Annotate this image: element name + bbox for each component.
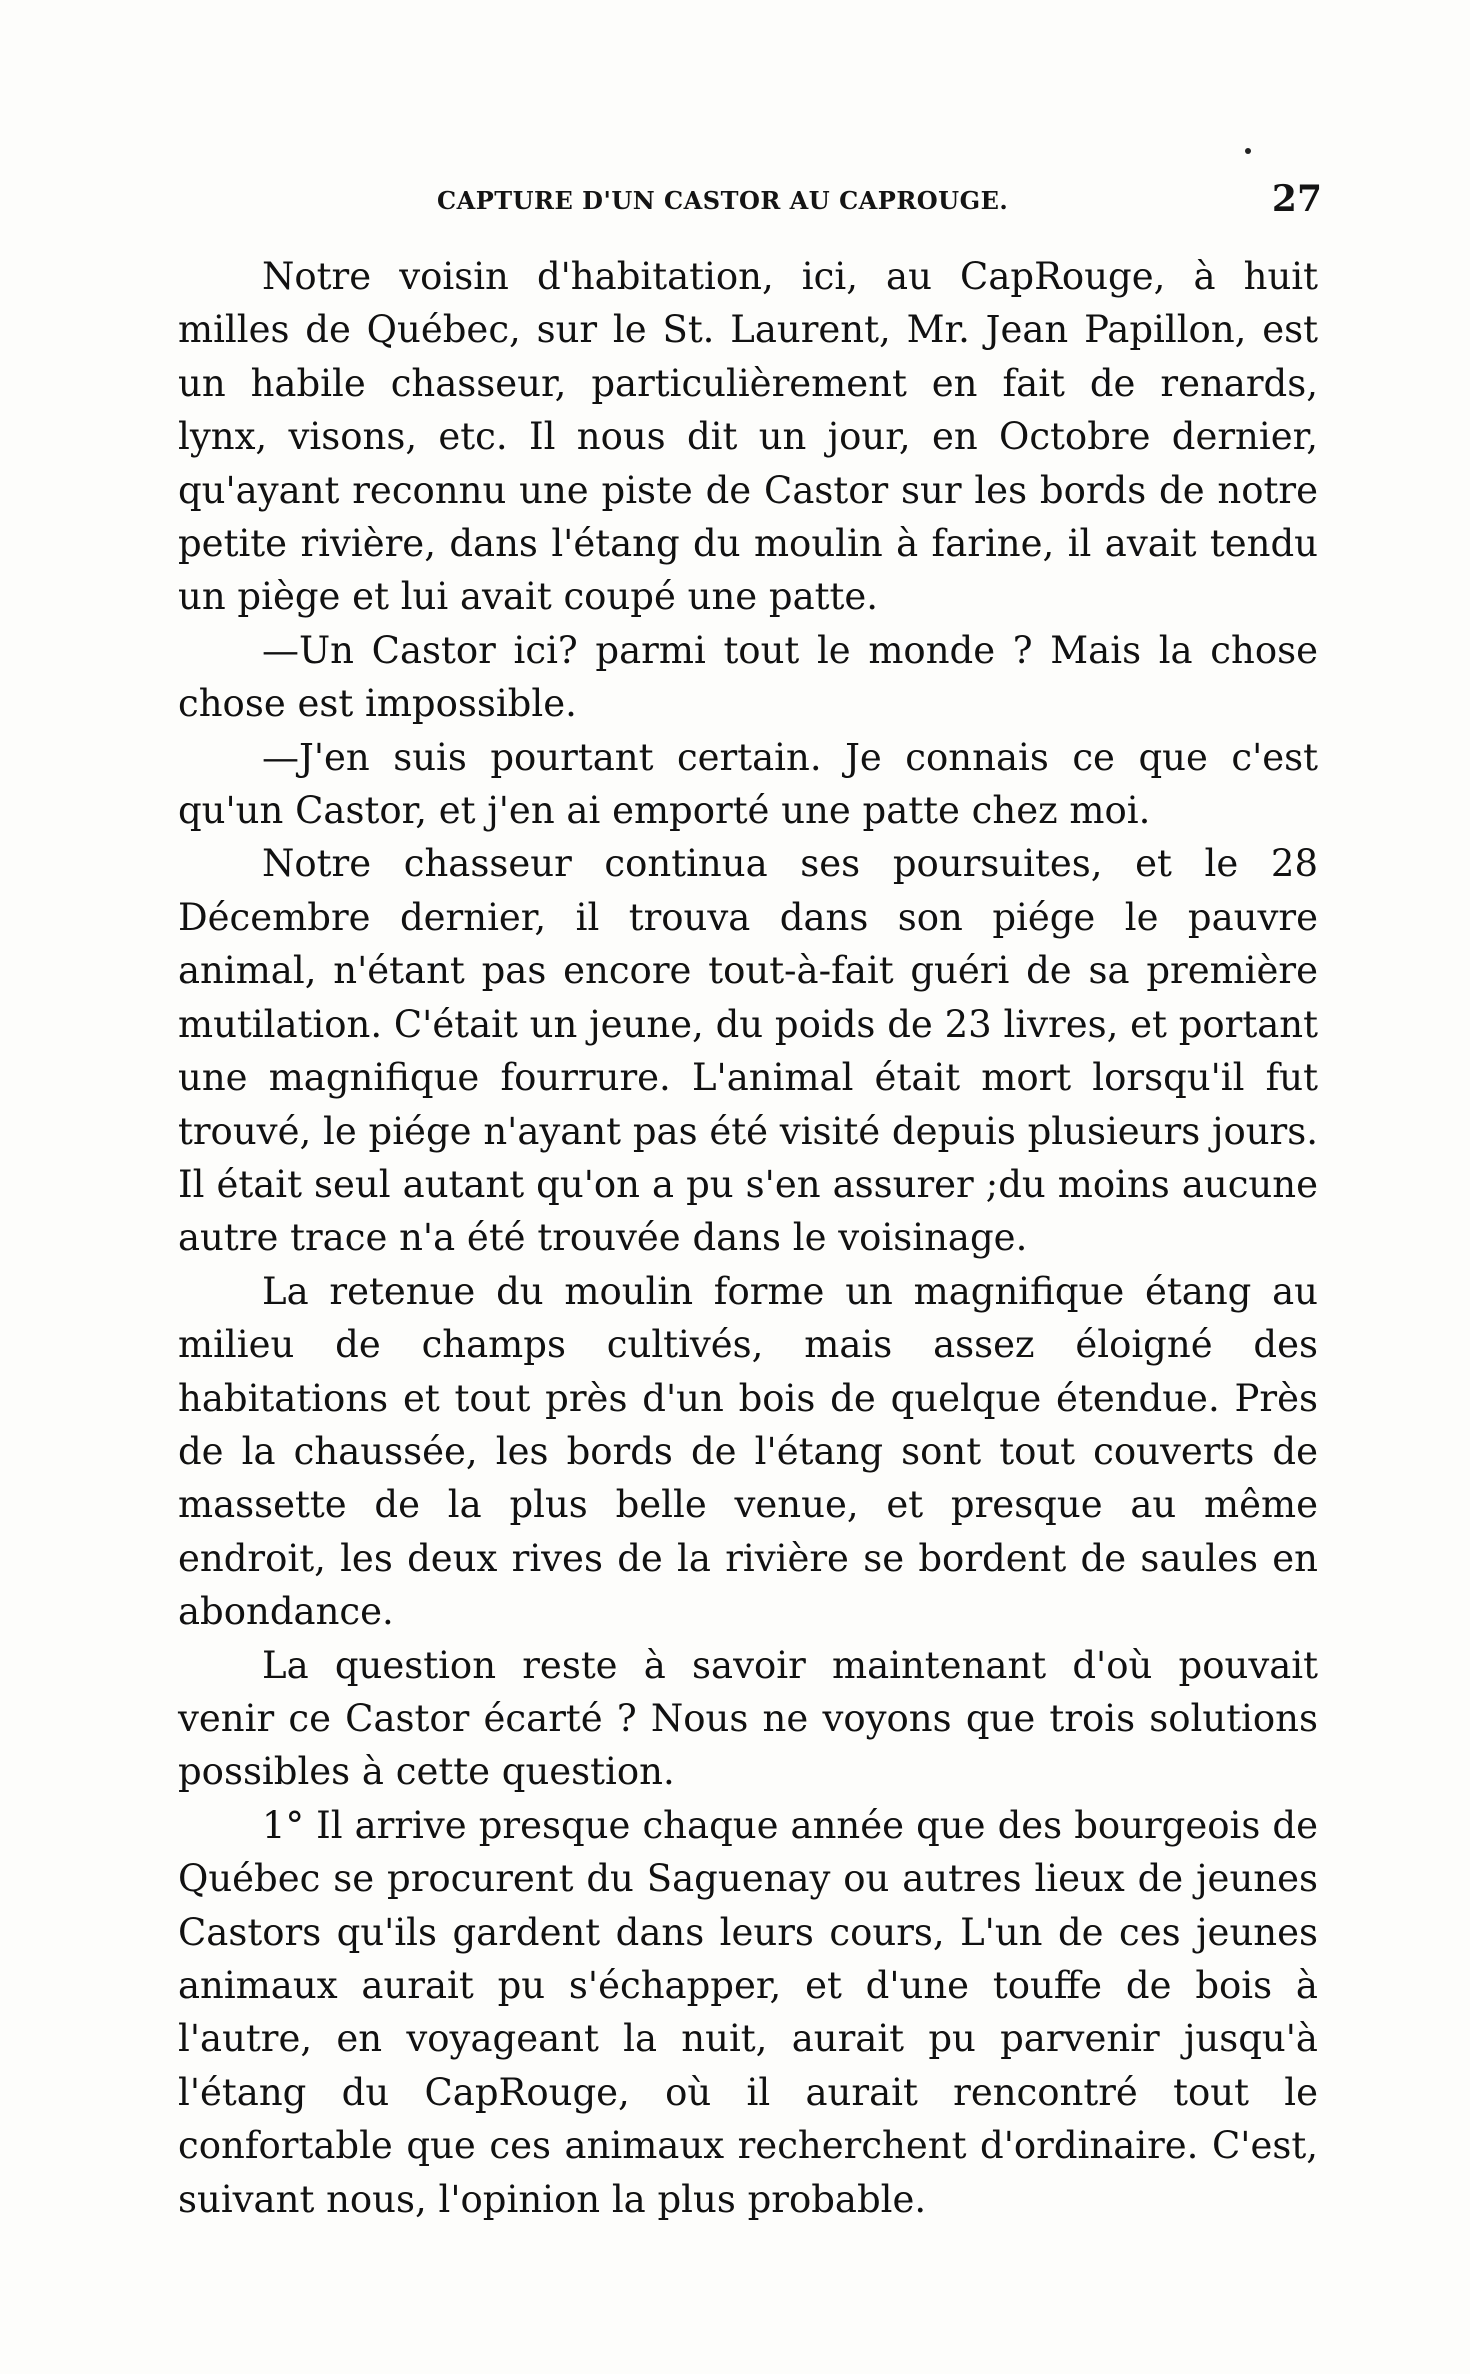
paragraph-1: Notre voisin d'habitation, ici, au CapRouge, à huit milles de Québec, sur le St. Laurent, Mr. Jean Papillon, est un habile chasseur, particulièrement en fait de renards, lynx, visons, etc. Il nous dit un jour, en Octobre dernier, qu'ayant reconnu une piste de Castor sur les bords de notre petite rivière, dans l'étang du moulin à farine, il avait tendu un piège et lui avait coupé une patte. <box>178 255 1318 619</box>
running-head <box>182 178 1322 218</box>
running-title: CAPTURE D'UN CASTOR AU CAPROUGE. <box>437 186 1009 215</box>
paragraph-4: Notre chasseur continua ses poursuites, et le 28 Décembre dernier, il trouva dans son piége le pauvre animal, n'étant pas encore tout-à-fait guéri de sa première mutilation. C'était un jeune, du poids de 23 livres, et portant une magnifique fourrure. L'animal était mort lorsqu'il fut trouvé, le piége n'ayant pas été visité depuis plusieurs jours. Il était seul autant qu'on a pu s'en assurer ;du moins aucune autre trace n'a été trouvée dans le voisinage. <box>178 842 1318 1260</box>
paragraph-6: La question reste à savoir maintenant d'où pouvait venir ce Castor écarté ? Nous ne voyons que trois solutions possibles à cette question. <box>178 1643 1318 1794</box>
paragraph-5: La retenue du moulin forme un magnifique étang au milieu de champs cultivés, mais assez éloigné des habitations et tout près d'un bois de quelque étendue. Près de la chaussée, les bords de l'étang sont tout couverts de massette de la plus belle venue, et presque au même endroit, les deux rives de la rivière se bordent de saules en abondance. <box>178 1269 1318 1634</box>
body-text <box>178 250 1318 2226</box>
page-number: 27 <box>1271 178 1322 220</box>
ink-speck <box>1245 148 1251 154</box>
paragraph-2: —Un Castor ici? parmi tout le monde ? Mais la chose chose est impossible. <box>178 628 1318 726</box>
paragraph-7: 1° Il arrive presque chaque année que des bourgeois de Québec se procurent du Saguenay ou autres lieux de jeunes Castors qu'ils gardent dans leurs cours, L'un de ces jeunes animaux aurait pu s'échapper, et d'une touffe de bois à l'autre, en voyageant la nuit, aurait pu parvenir jusqu'à l'étang du CapRouge, où il aurait rencontré tout le confortable que ces animaux recherchent d'ordinaire. C'est, suivant nous, l'opinion la plus probable. <box>178 1803 1318 2221</box>
paragraph-3: —J'en suis pourtant certain. Je connais ce que c'est qu'un Castor, et j'en ai emporté une patte chez moi. <box>178 735 1318 833</box>
